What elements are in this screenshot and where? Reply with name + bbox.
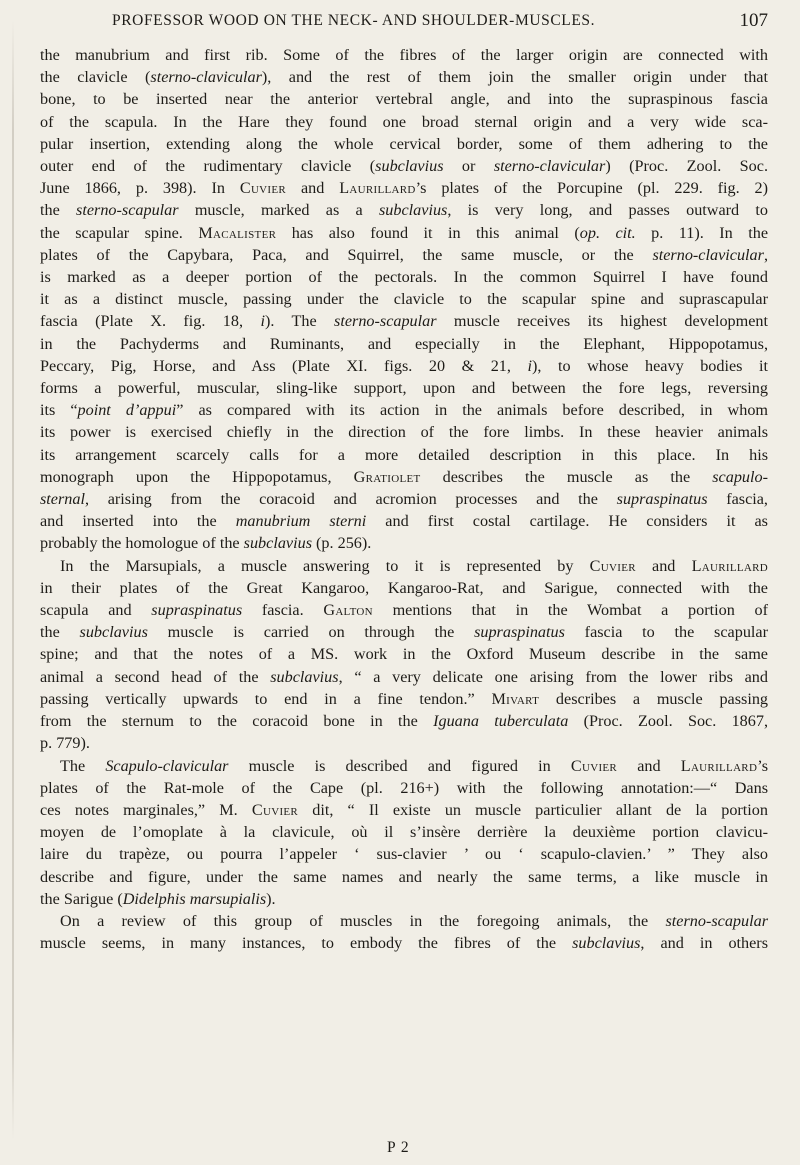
- text-run: , is very long, and passes outward to: [447, 201, 768, 220]
- text-run: ).: [266, 889, 276, 908]
- text-line: [40, 399, 768, 421]
- text-line: [40, 333, 768, 355]
- author-name: Cuvier: [239, 179, 287, 198]
- text-run: pular insertion, extending along the whole cervical border, some of them adhering to the: [40, 134, 768, 153]
- text-run: the manubrium and first rib. Some of the fibres of the larger origin are connected with: [40, 46, 768, 64]
- text-run: p. 779).: [40, 734, 90, 753]
- text-line: [40, 44, 768, 66]
- text-line: [40, 621, 768, 643]
- text-line: [40, 732, 768, 754]
- text-run: and first costal cartilage. He considers it as: [366, 512, 768, 531]
- text-line: [40, 577, 768, 599]
- running-title: PROFESSOR WOOD ON THE NECK- AND SHOULDER-MUSCLES.: [112, 12, 596, 29]
- text-run: the scapular spine.: [40, 223, 199, 242]
- italic-term: subclavius: [243, 534, 312, 553]
- signature-mark: P 2: [387, 1139, 410, 1156]
- italic-term: point d’appui: [77, 401, 177, 420]
- text-run: plates of the Rat-mole of the Cape (pl. 216+) with the following annotation:—“ Dans: [40, 778, 768, 797]
- text-line: [40, 421, 768, 443]
- text-run: muscle seems, in many instances, to embody the fibres of the: [40, 934, 573, 953]
- author-name: Cuvier: [589, 556, 636, 575]
- text-run: the: [40, 623, 80, 642]
- italic-term: subclavius: [270, 667, 339, 686]
- text-line: [40, 910, 768, 932]
- text-line: [40, 310, 768, 332]
- text-line: [40, 666, 768, 688]
- text-run: and: [635, 556, 692, 575]
- text-line: [40, 777, 768, 799]
- text-run: The: [60, 756, 106, 775]
- text-run: describes a muscle passing: [539, 689, 769, 708]
- text-run: from the sternum to the coracoid bone in the: [40, 712, 434, 731]
- page-number: 107: [739, 10, 768, 31]
- italic-term: manubrium sterni: [235, 512, 367, 531]
- italic-term: Didelphis marsupialis: [122, 889, 267, 908]
- italic-term: sterno-scapular: [76, 201, 179, 220]
- text-run: forms a powerful, muscular, sling-like support, upon and between the fore legs, reversing: [40, 379, 768, 398]
- text-line: [40, 510, 768, 532]
- italic-term: subclavius: [379, 201, 448, 220]
- text-run: the Sarigue (: [40, 889, 123, 908]
- text-run: probably the homologue of the: [40, 534, 244, 553]
- italic-term: supraspinatus: [616, 490, 708, 509]
- text-line: [40, 444, 768, 466]
- text-line: [40, 288, 768, 310]
- italic-term: subclavius: [79, 623, 148, 642]
- text-run: On a review of this group of muscles in the foregoing animals, the: [60, 911, 666, 930]
- text-run: ), to whose heavy bodies it: [532, 356, 768, 375]
- text-run: ces notes marginales,” M.: [40, 800, 252, 819]
- text-run: animal a second head of the: [40, 667, 271, 686]
- text-run: , “ a very delicate one arising from the lower ribs and: [338, 667, 768, 686]
- text-run: describe and figure, under the same names and nearly the same terms, a like muscle in: [40, 867, 768, 886]
- italic-term: Scapulo-clavicular: [105, 756, 229, 775]
- text-line: [40, 688, 768, 710]
- text-run: laire du trapèze, ou pourra l’appeler ‘ sus-clavier ’ ou ‘ scapulo-clavien.’ ” They also: [40, 845, 768, 864]
- author-name: Cuvier: [570, 756, 618, 775]
- italic-term: sterno-scapular: [334, 312, 437, 331]
- text-run: the: [40, 201, 77, 220]
- text-line: [40, 888, 768, 910]
- text-run: outer end of the rudimentary clavicle (: [40, 157, 376, 176]
- text-line: [40, 799, 768, 821]
- text-line: [40, 266, 768, 288]
- text-run: ’s: [757, 756, 768, 775]
- text-run: spine; and that the notes of a MS. work in the Oxford Museum describe in the same: [40, 645, 768, 664]
- text-run: June 1866, p. 398). In: [40, 179, 240, 198]
- text-run: passing vertically upwards to end in a fine tendon.”: [40, 689, 492, 708]
- text-run: and inserted into the: [40, 512, 236, 531]
- italic-term: scapulo-: [712, 467, 768, 486]
- author-name: Laurillard: [691, 556, 769, 575]
- italic-term: sterno-clavicular: [150, 68, 262, 87]
- text-line: [40, 710, 768, 732]
- author-name: Galton: [323, 601, 373, 620]
- text-run: muscle, marked as a: [178, 201, 379, 220]
- text-run: muscle receives its highest development: [436, 312, 769, 331]
- italic-term: i: [260, 312, 265, 331]
- italic-term: i: [527, 356, 532, 375]
- text-line: [40, 111, 768, 133]
- text-run: it as a distinct muscle, passing under the clavicle to the scapular spine and suprascapular: [40, 290, 768, 309]
- text-line: [40, 66, 768, 88]
- text-line: [40, 643, 768, 665]
- text-run: bone, to be inserted near the anterior vertebral angle, and into the supraspinous fascia: [40, 90, 768, 109]
- author-name: Mivart: [491, 689, 540, 708]
- text-line: [40, 199, 768, 221]
- text-run: its power is exercised chiefly in the direction of the fore limbs. In these heavier animals: [40, 423, 768, 442]
- text-line: [40, 222, 768, 244]
- text-run: the clavicle (: [40, 68, 151, 87]
- text-run: dit, “ Il existe un muscle particulier allant de la portion: [298, 800, 768, 819]
- text-run: plates of the Capybara, Paca, and Squirrel, the same muscle, or the: [40, 245, 653, 264]
- text-line: [40, 155, 768, 177]
- text-run: Peccary, Pig, Horse, and Ass (Plate XI. figs. 20 & 21,: [40, 356, 528, 375]
- text-run: moyen de l’omoplate à la clavicule, où il s’insère derrière la deuxième portion clavicu-: [40, 823, 768, 842]
- text-run: In the Marsupials, a muscle answering to it is represented by: [60, 556, 590, 575]
- text-run: has also found it in this animal (: [276, 223, 580, 242]
- italic-term: Iguana tuberculata: [433, 712, 569, 731]
- text-line: [40, 488, 768, 510]
- text-run: of the scapula. In the Hare they found one broad sternal origin and a very wide sca-: [40, 112, 768, 131]
- body-text: [40, 44, 768, 954]
- text-run: fascia to the scapular: [564, 623, 768, 642]
- text-line: [40, 555, 768, 577]
- italic-term: sterno-clavicular: [652, 245, 764, 264]
- binding-gutter-shadow: [12, 20, 14, 1140]
- text-run: ), and the rest of them join the smaller origin under that: [261, 68, 768, 87]
- text-line: [40, 843, 768, 865]
- italic-term: subclavius: [375, 157, 444, 176]
- text-run: , and in others: [640, 934, 769, 953]
- text-line: [40, 755, 768, 777]
- text-run: ’s plates of the Porcupine (pl. 229. fig. 2): [415, 179, 769, 198]
- author-name: Macalister: [198, 223, 277, 242]
- text-run: in their plates of the Great Kangaroo, Kangaroo-Rat, and Sarigue, connected with the: [40, 578, 768, 597]
- text-run: p. 11). In the: [635, 223, 768, 242]
- text-run: fascia.: [242, 601, 324, 620]
- author-name: Gratiolet: [353, 467, 421, 486]
- text-run: its “: [40, 401, 78, 420]
- italic-term: supraspinatus: [151, 601, 243, 620]
- text-run: fascia (Plate X. fig. 18,: [40, 312, 261, 331]
- italic-term: op. cit.: [579, 223, 636, 242]
- italic-term: sternal: [40, 490, 85, 509]
- italic-term: supraspinatus: [474, 623, 565, 642]
- text-run: describes the muscle as the: [420, 467, 713, 486]
- text-run: ” as compared with its action in the animals before described, in whom: [176, 401, 769, 420]
- italic-term: subclavius: [572, 934, 641, 953]
- text-run: ,: [763, 245, 768, 264]
- text-line: [40, 133, 768, 155]
- text-line: [40, 866, 768, 888]
- author-name: Cuvier: [251, 800, 299, 819]
- text-run: mentions that in the Wombat a portion of: [372, 601, 768, 620]
- text-line: [40, 377, 768, 399]
- text-run: and: [617, 756, 681, 775]
- text-run: fascia,: [707, 490, 768, 509]
- text-run: muscle is described and figured in: [228, 756, 571, 775]
- author-name: Laurillard: [339, 179, 416, 198]
- italic-term: sterno-scapular: [665, 911, 768, 930]
- text-line: [40, 821, 768, 843]
- text-line: [40, 466, 768, 488]
- text-line: [40, 244, 768, 266]
- text-line: [40, 88, 768, 110]
- text-run: , arising from the coracoid and acromion processes and the: [84, 490, 617, 509]
- text-line: [40, 355, 768, 377]
- text-run: (p. 256).: [312, 534, 372, 553]
- text-run: or: [443, 157, 494, 176]
- text-run: ) (Proc. Zool. Soc.: [605, 157, 768, 176]
- text-run: its arrangement scarcely calls for a more detailed description in this place. In his: [40, 445, 768, 464]
- text-run: monograph upon the Hippopotamus,: [40, 467, 354, 486]
- text-line: [40, 599, 768, 621]
- text-run: muscle is carried on through the: [147, 623, 475, 642]
- author-name: Laurillard: [680, 756, 758, 775]
- text-line: [40, 532, 768, 554]
- running-header: [112, 12, 768, 36]
- text-run: in the Pachyderms and Ruminants, and especially in the Elephant, Hippopotamus,: [40, 334, 768, 353]
- text-run: scapula and: [40, 601, 152, 620]
- text-run: is marked as a deeper portion of the pectorals. In the common Squirrel I have found: [40, 268, 768, 287]
- text-run: ). The: [264, 312, 335, 331]
- text-line: [40, 932, 768, 954]
- text-run: and: [286, 179, 340, 198]
- italic-term: sterno-clavicular: [493, 157, 606, 176]
- text-line: [40, 177, 768, 199]
- text-run: (Proc. Zool. Soc. 1867,: [568, 712, 769, 731]
